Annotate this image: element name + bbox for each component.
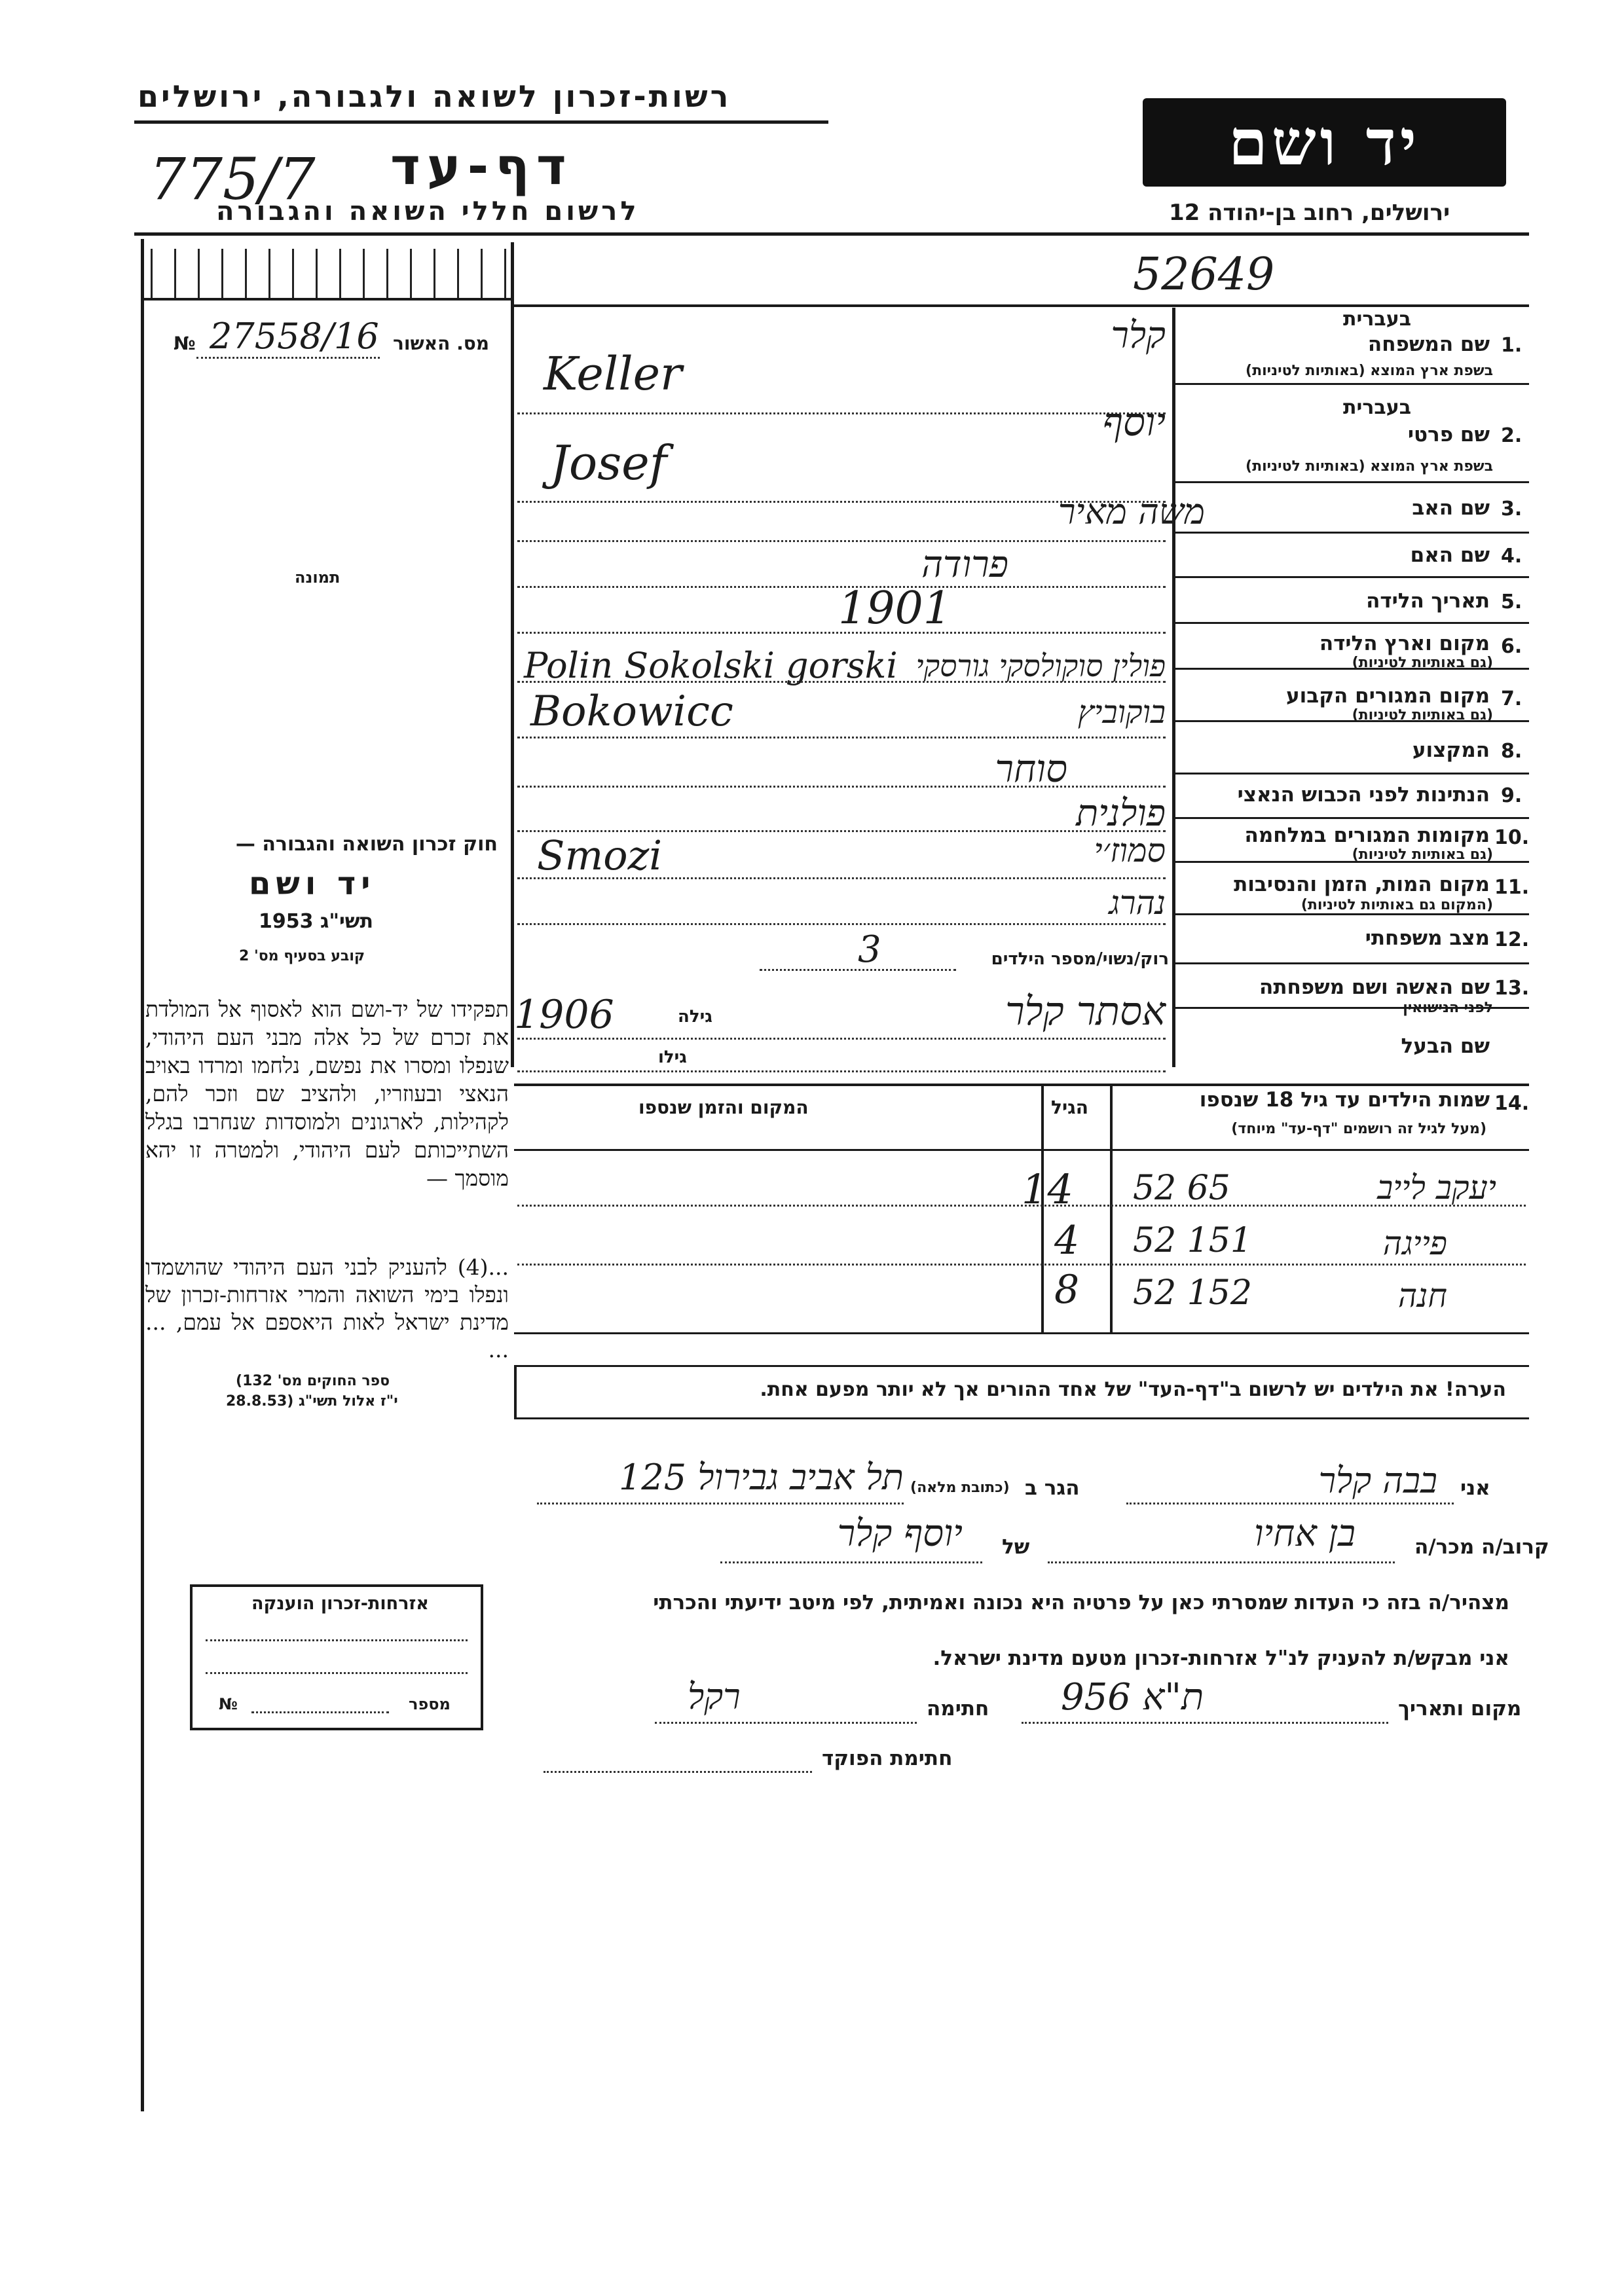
decl-signature: רקל: [688, 1676, 741, 1717]
field-7-sub: (גם באותיות לטיניות): [1352, 707, 1493, 723]
field-10-num: 10.: [1494, 826, 1530, 849]
approval-strip: [151, 249, 511, 298]
field-13-wife-value: אסתר קלר: [1005, 989, 1166, 1034]
field-2-sub-latin: בשפת ארץ המוצא (באותיות לטיניות): [1246, 458, 1493, 475]
law-ref-2: י"ז אלול תשי"ג (28.8.53: [226, 1393, 398, 1410]
field-6-value-hebrew: פולין סוקולסקי גורסקי: [915, 648, 1166, 683]
field-13-sub: לפני הנישואין: [1403, 1000, 1493, 1016]
field-2-label: שם פרטי: [1407, 423, 1490, 446]
logo-text: יד ושם: [1228, 105, 1421, 179]
field-9-label: הנתינות לפני הכבוש הנאצי: [1237, 783, 1490, 807]
child-2-name: פייגה: [1382, 1224, 1447, 1262]
law-title: חוק זכרון השואה והגבורה —: [235, 833, 498, 856]
field-5-value: 1901: [838, 583, 952, 634]
decl-address: תל אביב גבירול 125: [619, 1457, 904, 1498]
citizenship-title: אזרחות-זכרון הוענקה: [251, 1594, 429, 1614]
field-12-label: מצב משפחתי: [1365, 926, 1490, 950]
decl-place-date-value: ת"א 956: [1061, 1676, 1204, 1719]
decl-statement: מצהיר/ה בזה כי העדות שמסרתי כאן על פרטיה היא נכונה ואמיתית, לפי מיטב ידיעתי והכרתי: [653, 1591, 1509, 1614]
field-1-label: שם המשפחה: [1367, 333, 1490, 356]
law-paragraph-2: ...(4) להעניק לבני העם היהודי שהושמדו ונפלו בימי השואה והמרי אזרחות-זכרון של מדינת ישראל לאות היאספם אל עמם, ... ...: [145, 1254, 509, 1362]
law-year: תשי"ג 1953: [259, 910, 374, 933]
field-12-num: 12.: [1494, 928, 1530, 951]
decl-place-date-label: מקום ותאריך: [1398, 1697, 1522, 1721]
field-4-num: 4.: [1501, 545, 1522, 568]
field-6-sub: (גם באותיות לטיניות): [1352, 655, 1493, 671]
children-num: 14.: [1494, 1092, 1530, 1115]
form-subtitle: לרשום חללי השואה והגבורה: [216, 196, 640, 227]
decl-of-name: יוסף קלר: [837, 1512, 963, 1555]
field-8-value: סוחר: [995, 746, 1067, 791]
handwritten-ref-left: 775/7: [149, 145, 316, 213]
authority-title: רשות-זכרון לשואה ולגבורה, ירושלים: [138, 79, 731, 114]
decl-officer-label: חתימת הפוקד: [822, 1747, 953, 1770]
address: ירושלים, רחוב בן-יהודה 12: [1169, 200, 1450, 226]
field-7-label: מקום המגורים הקבוע: [1286, 684, 1490, 708]
field-2-value-latin: Josef: [550, 435, 667, 490]
field-1-sub-hebrew: בעברית: [1343, 308, 1411, 331]
law-clause: קובע בסעיף מס' 2: [239, 948, 365, 964]
field-13-label: שם האשה ושם משפחתה: [1259, 975, 1490, 999]
field-11-label: מקום המות, הזמן והנסיבות: [1234, 873, 1490, 896]
children-title: שמות הילדים עד גיל 18 שנספו: [1199, 1088, 1490, 1112]
decl-signature-label: חתימה: [927, 1697, 989, 1721]
citizenship-box: [190, 1584, 483, 1730]
child-1-note: 52 65: [1133, 1169, 1230, 1208]
child-3-name: חנה: [1397, 1277, 1447, 1315]
field-6-value: Polin Sokolski gorski: [524, 645, 898, 686]
children-col-place: המקום והזמן שנספו: [638, 1097, 809, 1118]
field-5-num: 5.: [1501, 591, 1522, 613]
decl-resident-label: הגר ב: [1025, 1476, 1080, 1500]
field-8-label: המקצוע: [1412, 738, 1490, 762]
approval-prefix: №: [174, 333, 196, 354]
decl-relation: בן אחיו: [1254, 1512, 1356, 1555]
field-6-label: מקום וארץ הלידה: [1319, 632, 1490, 655]
field-8-num: 8.: [1501, 740, 1522, 763]
form-title: דף-עד: [390, 137, 573, 196]
field-5-label: תאריך הלידה: [1366, 589, 1490, 613]
law-ref: (ספר החוקים מס' 132: [236, 1373, 390, 1389]
field-13-husband-age-label: גילו: [658, 1048, 687, 1067]
field-1-value-hebrew: קלר: [1111, 314, 1166, 357]
field-12-value: 3: [858, 928, 881, 971]
decl-request: אני מבקש/ת להעניק לנ"ל אזרחות-זכרון מטעם מדינת ישראל.: [932, 1647, 1509, 1670]
citizenship-number-label: מספר: [409, 1695, 451, 1713]
field-11-sub: (המקום גם באותיות לטיניות): [1301, 897, 1493, 913]
field-13-num: 13.: [1494, 977, 1530, 1000]
field-10-value-hebrew: סמוז׳י: [1094, 831, 1166, 869]
decl-relative-label: קרוב/ה מכר/ה: [1414, 1535, 1549, 1559]
decl-address-hint: (כתובת מלאה): [910, 1480, 1010, 1496]
children-subtitle: (מעל לגיל זה רושמים "דף-עד" מיוחד): [1231, 1121, 1486, 1137]
field-4-value: פרודה: [921, 543, 1008, 586]
field-13-age-label: גילה: [678, 1007, 712, 1027]
field-1-value-latin: Keller: [544, 347, 682, 401]
field-13-husband-label: שם הבעל: [1401, 1034, 1490, 1058]
field-1-num: 1.: [1501, 334, 1522, 357]
child-1-age: 14: [1022, 1165, 1073, 1213]
field-2-value-hebrew: יוסף: [1102, 399, 1166, 445]
field-2-num: 2.: [1501, 424, 1522, 447]
photo-label: תמונה: [295, 568, 341, 587]
child-2-age: 4: [1054, 1218, 1080, 1264]
field-4-label: שם האם: [1410, 543, 1490, 567]
child-2-note: 52 151: [1133, 1221, 1252, 1260]
law-paragraph: תפקידו של יד-ושם הוא לאסוף אל המולדת את זכרם של כל אלה מבני העם היהודי, שנפלו ומסרו את נפשם, נלחמו ומרדו באויב הנאצי ובעוזריו, ולהציב שם וזכר להם, לקהילות, לארגונים ולמוסדות שנחרבו בגלל השתייכותם לעם היהודי, ולמטרה זו יהא מוסמך —: [145, 996, 509, 1191]
field-10-sub: (גם באותיות לטיניות): [1352, 847, 1493, 863]
field-7-value-hebrew: בוקוביץ: [1077, 694, 1166, 731]
field-12-inline-label: רוק/נשוי/מספר הילדים: [991, 949, 1169, 969]
field-3-num: 3.: [1501, 498, 1522, 520]
child-3-age: 8: [1054, 1267, 1080, 1313]
field-10-value: Smozi: [537, 831, 663, 879]
handwritten-ref-top: 52649: [1133, 249, 1275, 301]
field-6-num: 6.: [1501, 635, 1522, 658]
decl-of-label: של: [1002, 1535, 1030, 1559]
field-11-value: נהרג: [1109, 884, 1166, 922]
field-13-age-value: 1906: [514, 992, 614, 1038]
field-9-num: 9.: [1501, 784, 1522, 807]
yad-vashem-logo: [1143, 98, 1506, 187]
field-10-label: מקומות המגורים במלחמה: [1244, 824, 1490, 847]
law-name: יד ושם: [249, 866, 376, 902]
child-1-name: יעקב לייב: [1377, 1169, 1496, 1207]
approval-number: 27558/16: [210, 316, 379, 357]
child-3-note: 52 152: [1133, 1273, 1252, 1313]
field-1-sub-latin: בשפת ארץ המוצא (באותיות לטיניות): [1246, 363, 1493, 379]
approval-label: מס. האשור: [393, 333, 489, 354]
field-3-value: משה מאיר: [1058, 491, 1205, 532]
decl-name: בבה קלר: [1318, 1460, 1437, 1501]
children-col-age: הגיל: [1051, 1097, 1088, 1118]
field-7-value: Bokowicc: [530, 687, 733, 736]
field-9-value: פולנית: [1076, 792, 1166, 835]
field-3-label: שם האב: [1412, 496, 1490, 520]
note: הערה! את הילדים יש לרשום ב"דף-העד" של אחד ההורים אך לא יותר מפעם אחת.: [760, 1378, 1506, 1401]
field-11-num: 11.: [1494, 876, 1530, 899]
decl-prefix: אני: [1460, 1476, 1490, 1500]
field-2-sub-hebrew: בעברית: [1343, 396, 1411, 419]
field-7-num: 7.: [1501, 687, 1522, 710]
citizenship-number-prefix: №: [219, 1695, 238, 1713]
